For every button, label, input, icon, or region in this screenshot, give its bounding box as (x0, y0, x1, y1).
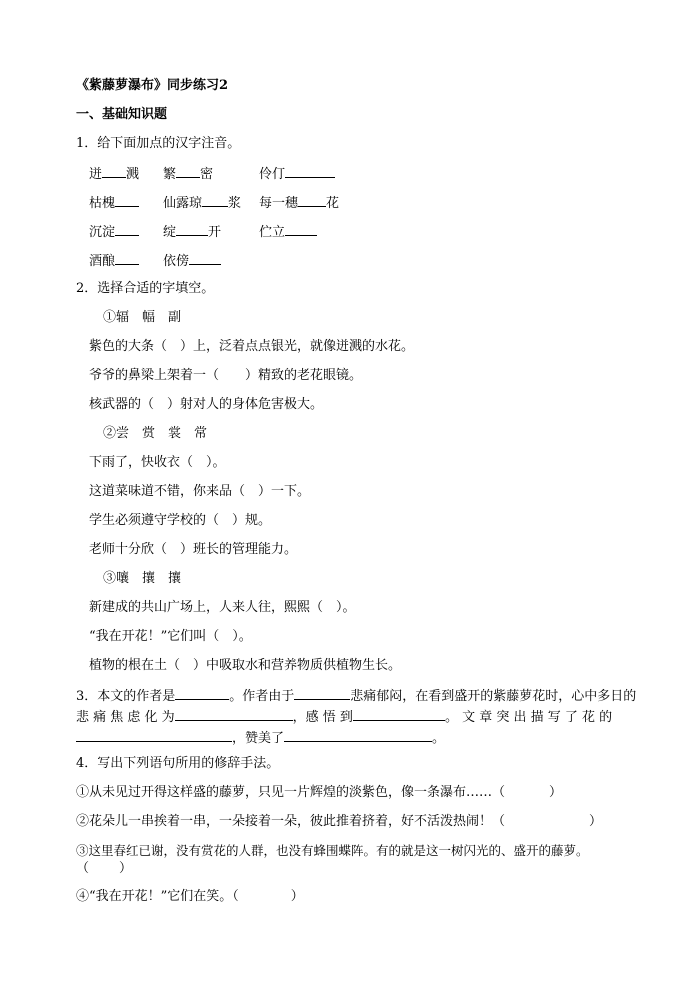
q1-item: 酒酿 (89, 252, 139, 270)
answer-blank[interactable] (189, 252, 221, 265)
answer-blank[interactable] (285, 223, 317, 236)
answer-blank[interactable] (176, 223, 208, 236)
q4-prompt: 4．写出下列语句所用的修辞手法。 (76, 756, 280, 771)
q4-item: ④“我在开花！”它们在笑。（ ） (76, 889, 304, 904)
q1-item: 枯槐 (89, 194, 139, 212)
q2-sentence: 新建成的共山广场上，人来人往，熙熙（ ）。 (89, 600, 356, 615)
q1-item: 繁 密 (163, 167, 214, 182)
answer-blank[interactable] (115, 252, 139, 265)
q3-line-3: ，赞美了 。 (76, 729, 445, 747)
q2-sentence: 紫色的大条（ ）上，泛着点点银光，就像迸溅的水花。 (89, 339, 415, 354)
q2-sentence: 爷爷的鼻梁上架着一（ ）精致的老花眼镜。 (89, 368, 363, 383)
q2-sentence: 植物的根在土（ ）中吸取水和营养物质供植物生长。 (89, 658, 402, 673)
q4-item: ①从未见过开得这样盛的藤萝，只见一片辉煌的淡紫色，像一条瀑布……（ ） (76, 785, 563, 800)
answer-blank[interactable] (202, 194, 228, 207)
q2-char-options: ①辐 幅 副 (103, 310, 182, 325)
answer-blank[interactable] (115, 194, 139, 207)
answer-blank[interactable] (175, 687, 229, 700)
q4-item-continued: （ ） (76, 861, 133, 876)
q1-item: 伫立 (259, 223, 317, 241)
page-title: 《紫藤萝瀑布》同步练习2 (76, 78, 229, 93)
q2-char-options: ③嚷 攘 攘 (103, 571, 182, 586)
q2-sentence: “我在开花！”它们叫（ ）。 (89, 629, 252, 644)
q3-line-2: 悲 痛 焦 虑 化 为 ，感 悟 到 。 文 章 突 出 描 写 了 花 的 (76, 710, 613, 725)
q4-item: ②花朵儿一串挨着一串，一朵接着一朵，彼此推着挤着，好不活泼热闹！（ ） (76, 814, 603, 829)
q1-item: 迸 溅 (89, 167, 140, 182)
answer-blank[interactable] (353, 708, 445, 721)
q1-prompt: 1．给下面加点的汉字注音。 (76, 136, 241, 151)
q1-item: 每一穗 花 (259, 196, 340, 211)
answer-blank[interactable] (294, 687, 350, 700)
q2-sentence: 这道菜味道不错，你来品（ ）一下。 (89, 484, 311, 499)
answer-blank[interactable] (102, 165, 126, 178)
q2-sentence: 核武器的（ ）射对人的身体危害极大。 (89, 397, 324, 412)
q1-item: 依傍 (163, 252, 221, 270)
q1-item: 绽 开 (163, 225, 222, 240)
q2-sentence: 下雨了，快收衣（ ）。 (89, 455, 226, 470)
answer-blank[interactable] (176, 165, 200, 178)
q4-item: ③这里春红已谢，没有赏花的人群，也没有蜂围蝶阵。有的就是这一树闪光的、盛开的藤萝。 (76, 843, 589, 858)
answer-blank[interactable] (284, 729, 432, 742)
answer-blank[interactable] (298, 194, 326, 207)
answer-blank[interactable] (115, 223, 139, 236)
q1-item: 仙露琼 浆 (163, 196, 242, 211)
answer-blank[interactable] (76, 729, 232, 742)
q2-sentence: 老师十分欣（ ）班长的管理能力。 (89, 542, 298, 557)
q2-prompt: 2．选择合适的字填空。 (76, 281, 215, 296)
section-heading: 一、基础知识题 (76, 107, 168, 122)
q1-item: 伶仃 (259, 165, 335, 183)
q3-line-1: 3．本文的作者是 。作者由于 悲痛郁闷，在看到盛开的紫藤萝花时，心中多日的 (76, 689, 637, 704)
q1-item: 沉淀 (89, 223, 139, 241)
answer-blank[interactable] (285, 165, 335, 178)
q2-char-options: ②尝 赏 裳 常 (103, 426, 208, 441)
answer-blank[interactable] (175, 708, 293, 721)
q2-sentence: 学生必须遵守学校的（ ）规。 (89, 513, 272, 528)
